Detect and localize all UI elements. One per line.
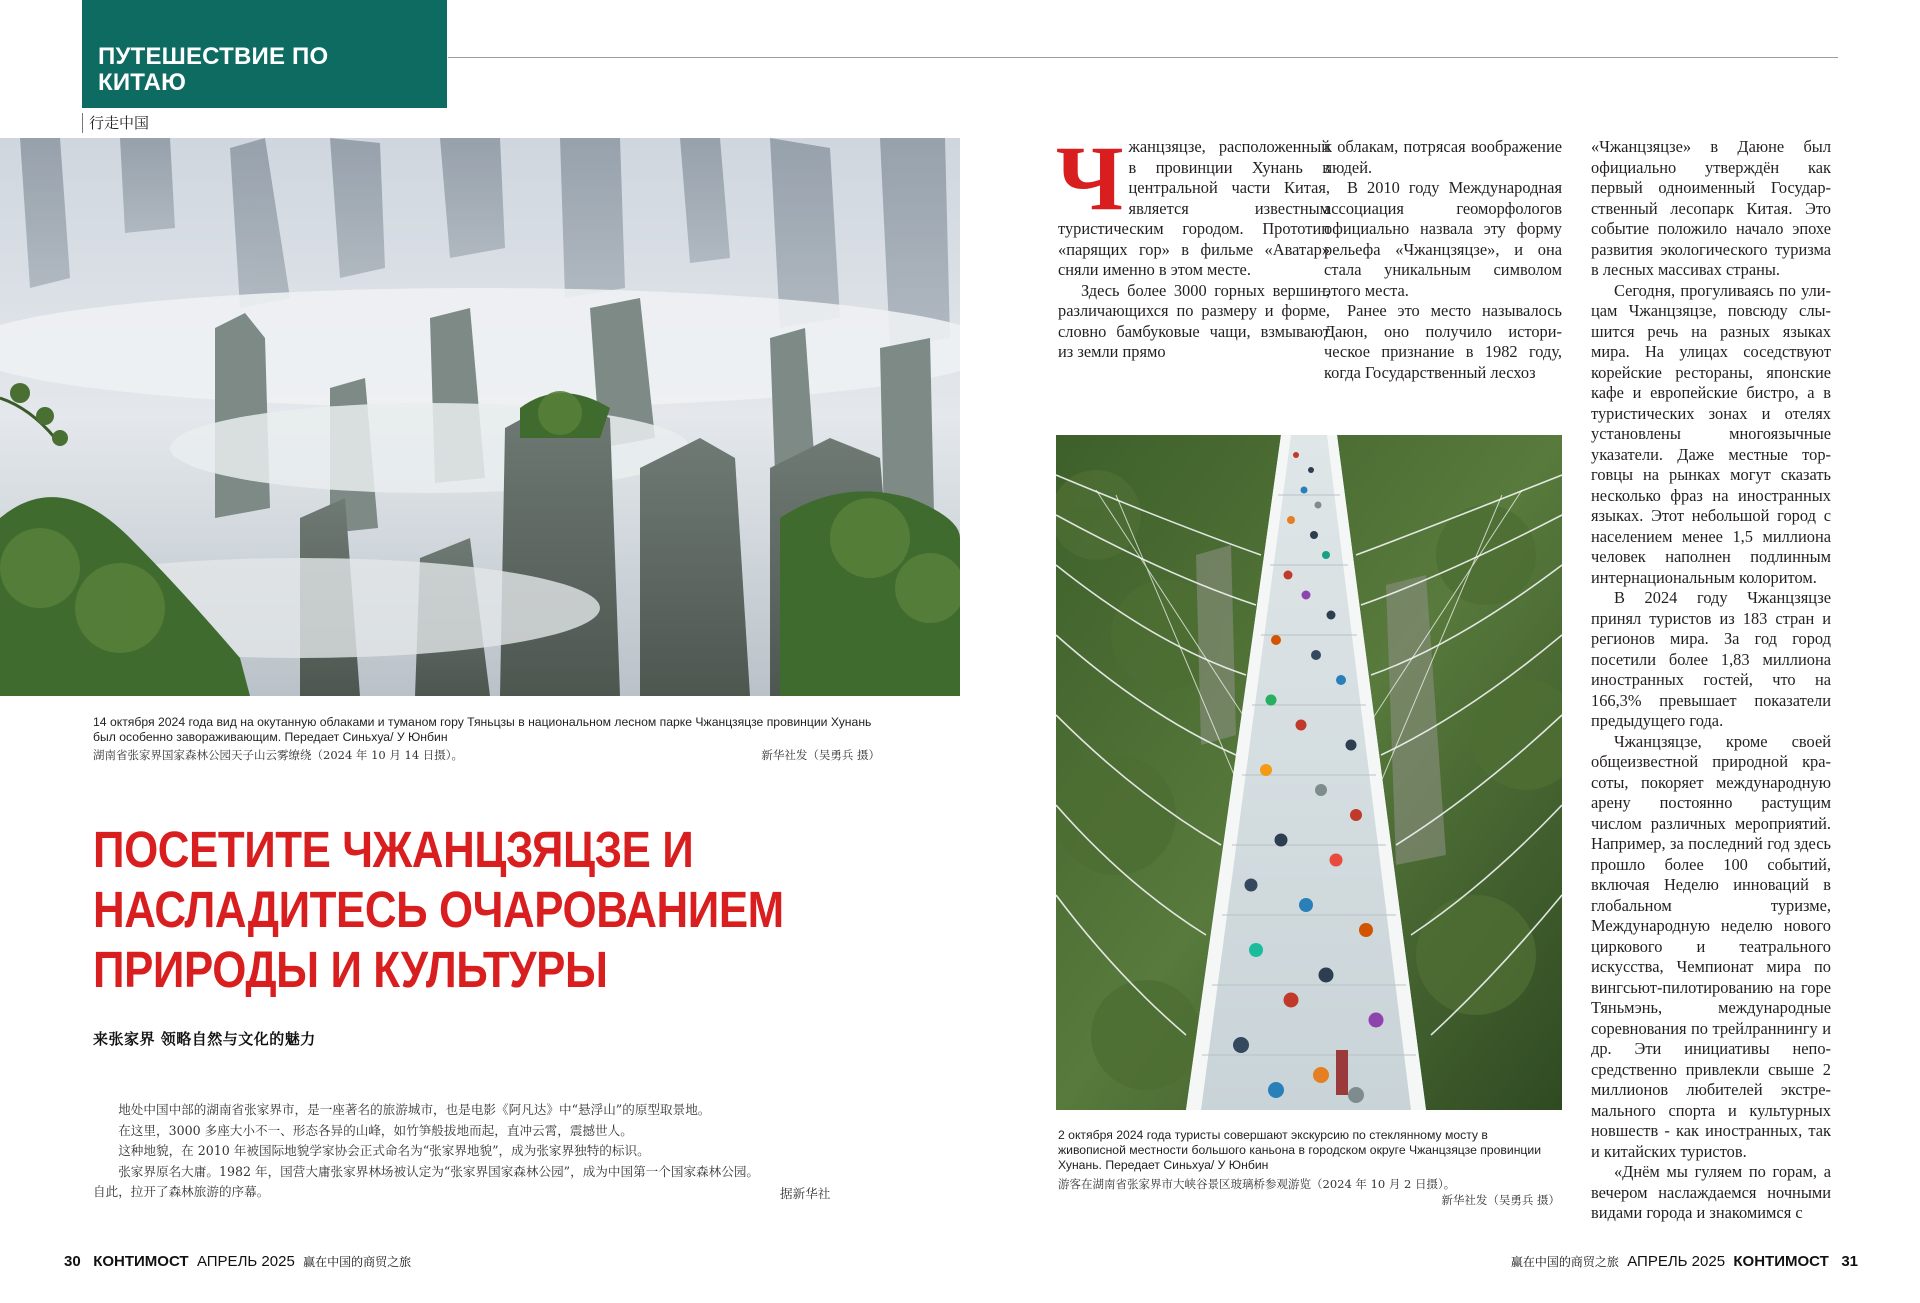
page-number-left: 30: [64, 1253, 81, 1270]
article-column-2: [1324, 137, 1562, 383]
cn-paragraph: 张家界原名大庸。1982 年，国营大庸张家界林场被认定为“张家界国家森林公园”，成为中国第一个国家森林公园。: [118, 1163, 760, 1179]
cn-paragraph: 这种地貌，在 2010 年被国际地貌学家协会正式命名为“张家界地貌”，成为张家界独特的标识。: [118, 1143, 650, 1158]
photo1-credit: 新华社发（吴勇兵 摄）: [761, 748, 880, 762]
article-column-1: [1056, 127, 1330, 363]
slogan-left: 赢在中国的商贸之旅: [303, 1255, 412, 1269]
article-paragraph: к облакам, потрясая воображение людей.: [1324, 137, 1562, 177]
article-paragraph: Здесь более 3000 горных вершин, различающихся по размеру и форме, словно бамбуковые чащи, взмывают из земли прямо: [1058, 280, 1330, 361]
section-title-line1: ПУТЕШЕСТВИЕ ПО: [98, 43, 329, 70]
section-title: [98, 44, 438, 96]
section-title-line2: КИТАЮ: [98, 69, 187, 96]
headline: [93, 820, 784, 1000]
photo1-caption: 14 октября 2024 года вид на окутанную облаками и туманом гору Тяньцзы в национальном лесном парке Чжанцзяцзе провинции Хунань был особенно завораживающим. Передает Синьхуа/ У Юнбин: [93, 715, 872, 744]
issue-date-left: АПРЕЛЬ 2025: [196, 1253, 295, 1270]
photo2-caption: 2 октября 2024 года туристы совершают экскурсию по стеклянному мосту в живописной местности большого каньона в городском округе Чжанцзяцзе провинции Хунань. Передает Синьхуа/ У Юнбин: [1058, 1128, 1542, 1172]
bridge-photo: [1056, 435, 1562, 1110]
footer-left: [64, 1253, 411, 1270]
photo2-credit: 新华社发（吴勇兵 摄）: [1441, 1193, 1560, 1207]
cn-paragraph: 自此，拉开了森林旅游的序幕。: [93, 1184, 270, 1199]
cn-source: 据新华社: [780, 1186, 831, 1201]
article-paragraph: жанцзяцзе, расположенный в провинции Хунань в центральной части Китая, является известным туристическим городом. Прототип «парящих гор» в фильме «Аватар» сняли именно в этом месте.: [1058, 137, 1330, 279]
article-column-3: [1591, 137, 1831, 1224]
article-paragraph: Сегодня, прогуливаясь по улицам Чжанцзяцзе, повсюду слышится речь на разных языках мира. На улицах соседствуют корейские рестораны, японские кафе и европейские бистро, а в туристических зонах и отелях установлены многоязычные указатели. Даже местные торговцы на рынках могут сказать несколько фраз на иностранных языках. Этот небольшой город с населением менее 1,5 миллиона человек наполнен подлинным интернациональным колоритом.: [1591, 280, 1831, 587]
headline-subtitle-cn: 来张家界 领略自然与文化的魅力: [93, 1030, 316, 1048]
headline-line1: ПОСЕТИТЕ ЧЖАНЦЗЯЦЗЕ И: [93, 821, 694, 878]
magazine-name-right: КОНТИМОСТ: [1733, 1253, 1829, 1270]
article-paragraph: Чжанцзяцзе, кроме своей общеизвестной природной красоты, покоряет международную арену постоянно растущим числом различных мероприятий. Например, за последний год здесь прошло более 100 событий, включая Неделю инноваций в глобальном туризме, Международную неделю нового циркового и театрального искусства, Чемпионат мира по вингсьют-пилотированию на горе Тяньмэнь, международные соревнования по трейлраннингу и др. Эти инициативы непосредственно привлекли свыше 2 миллионов любителей экстремального спорта и культурных новшеств - как иностранных, так и китайских туристов.: [1591, 731, 1831, 1161]
drop-cap: Ч: [1056, 127, 1124, 229]
article-paragraph: В 2010 году Международная ассоциация геоморфологов официально назвала эту форму рельефа «Чжанцзяцзе», и она стала уникальным символом этого места.: [1324, 178, 1562, 300]
article-paragraph: Ранее это место называлось Даюн, оно получило историческое признание в 1982 году, когда Государственный лесхоз: [1324, 301, 1562, 382]
article-paragraph: «Днём мы гуляем по горам, а вечером наслаждаемся ночными видами города и знакомимся с: [1591, 1162, 1831, 1222]
headline-line3: ПРИРОДЫ И КУЛЬТУРЫ: [93, 941, 608, 998]
slogan-right: 赢在中国的商贸之旅: [1510, 1255, 1619, 1269]
footer-right: [1511, 1253, 1858, 1270]
photo2-caption-cn: 游客在湖南省张家界市大峡谷景区玻璃桥参观游览（2024 年 10 月 2 日摄）。: [1058, 1177, 1456, 1191]
photo1-caption-cn: 湖南省张家界国家森林公园天子山云雾缭绕（2024 年 10 月 14 日摄）。: [93, 748, 464, 762]
section-subtitle-cn: 行走中国: [82, 113, 149, 133]
issue-date-right: АПРЕЛЬ 2025: [1627, 1253, 1726, 1270]
page-number-right: 31: [1841, 1253, 1858, 1270]
article-paragraph: «Чжанцзяцзе» в Даюне был официально утверждён как первый одноименный Государственный лесопарк Китая. Это событие положило начало эпохе развития экологического туризма в лесных массивах страны.: [1591, 137, 1831, 279]
mountain-photo: [0, 138, 960, 696]
cn-paragraph: 在这里，3000 多座大小不一、形态各异的山峰，如竹笋般拔地而起，直冲云霄，震撼世人。: [118, 1122, 633, 1138]
cn-summary: [93, 1100, 863, 1203]
cn-paragraph: 地处中国中部的湖南省张家界市，是一座著名的旅游城市，也是电影《阿凡达》中“悬浮山”的原型取景地。: [118, 1102, 711, 1117]
headline-line2: НАСЛАДИТЕСЬ ОЧАРОВАНИЕМ: [93, 881, 784, 938]
magazine-name-left: КОНТИМОСТ: [93, 1253, 189, 1270]
article-paragraph: В 2024 году Чжанцзяцзе принял туристов из 183 стран и регионов мира. За год город посетили более 1,83 миллиона иностранных гостей, что на 166,3% превышает показатели предыдущего года.: [1591, 588, 1831, 730]
header-rule: [448, 57, 1838, 58]
